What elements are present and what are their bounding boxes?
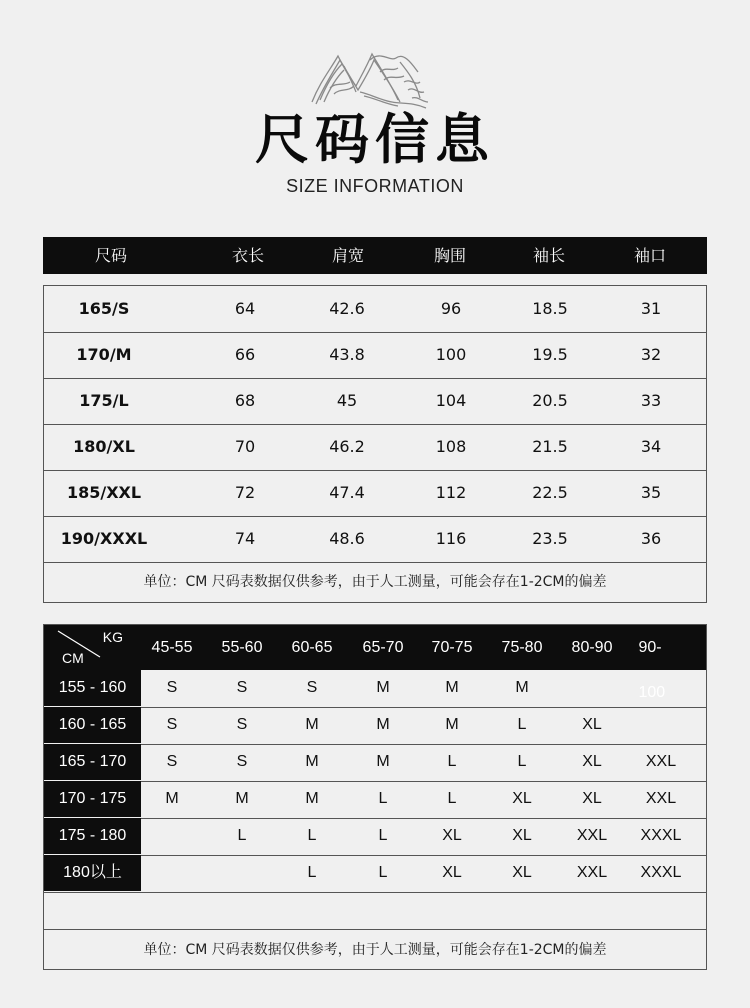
cuff-cell: 35 (640, 483, 662, 502)
size-cell: L (517, 716, 527, 733)
shoulder-cell: 46.2 (329, 437, 365, 456)
table-row (44, 516, 706, 563)
weight-header: 60-65 (291, 639, 333, 656)
page-subtitle: SIZE INFORMATION (286, 176, 464, 196)
size-cell: L (517, 753, 527, 770)
size-cell: XXL (576, 827, 608, 844)
blank-row (44, 892, 706, 930)
size-cell: M (165, 790, 179, 807)
size-cell: L (307, 864, 317, 881)
sleeve-cell: 23.5 (532, 529, 568, 548)
size-cell: XXL (576, 864, 608, 881)
size-cell: M (376, 679, 390, 696)
height-label: 180以上 (44, 855, 141, 891)
size-cell: M (376, 753, 390, 770)
shoulder-cell: 47.4 (329, 483, 365, 502)
size-cell: M (445, 716, 459, 733)
size-cell: S (166, 753, 178, 770)
height-label: 175 - 180 (44, 818, 141, 854)
cuff-cell: 34 (640, 437, 662, 456)
sleeve-cell: 21.5 (532, 437, 568, 456)
page-title: 尺码信息 (255, 108, 495, 171)
table-row (44, 781, 706, 819)
height-label: 160 - 165 (44, 707, 141, 743)
cm-label: CM (62, 650, 84, 666)
size-cell: M (376, 716, 390, 733)
size-cell: XL (442, 827, 462, 844)
header-size: 尺码 (94, 246, 128, 265)
sleeve-cell: 19.5 (532, 345, 568, 364)
size-cell: 165/S (78, 299, 130, 318)
size-cell: XL (512, 864, 532, 881)
size-cell: XL (582, 753, 602, 770)
header-sleeve: 袖长 (532, 246, 566, 265)
table-row (44, 378, 706, 425)
shoulder-cell: 43.8 (329, 345, 365, 364)
weight-header: 55-60 (221, 639, 263, 656)
size-cell: S (236, 753, 248, 770)
size-cell: L (378, 790, 388, 807)
table-row (44, 470, 706, 517)
size-cell: M (515, 679, 529, 696)
size-cell: S (306, 679, 318, 696)
diagonal-divider-icon (44, 625, 141, 670)
sleeve-cell: 20.5 (532, 391, 568, 410)
size-cell: M (305, 716, 319, 733)
size-cell: 180/XL (73, 437, 135, 456)
length-cell: 68 (234, 391, 256, 410)
weight-header: 65-70 (362, 639, 404, 656)
header-length: 衣长 (231, 246, 265, 265)
measurement-note: 单位：CM 尺码表数据仅供参考，由于人工测量，可能会存在1-2CM的偏差 (143, 574, 607, 590)
weight-header: 80-90 (571, 639, 613, 656)
size-cell: M (445, 679, 459, 696)
weight-header: 90-100 (638, 639, 666, 701)
shoulder-cell: 42.6 (329, 299, 365, 318)
size-cell: L (378, 864, 388, 881)
size-cell: L (378, 827, 388, 844)
table-row (44, 670, 706, 708)
cuff-cell: 31 (640, 299, 662, 318)
length-cell: 70 (234, 437, 256, 456)
size-cell: XXL (645, 790, 677, 807)
table-row (44, 332, 706, 379)
chest-cell: 116 (435, 529, 467, 548)
weight-header: 45-55 (151, 639, 193, 656)
weight-header: 70-75 (431, 639, 473, 656)
size-cell: XL (512, 827, 532, 844)
sleeve-cell: 22.5 (532, 483, 568, 502)
cuff-cell: 36 (640, 529, 662, 548)
weight-header: 75-80 (501, 639, 543, 656)
size-cell: M (305, 790, 319, 807)
size-table-body (43, 285, 707, 603)
size-cell: 175/L (79, 391, 129, 410)
height-label: 155 - 160 (44, 670, 141, 706)
size-cell: M (305, 753, 319, 770)
kg-label: KG (102, 629, 123, 645)
size-cell: XXXL (640, 864, 682, 881)
sleeve-cell: 18.5 (532, 299, 568, 318)
chest-cell: 112 (435, 483, 467, 502)
size-table-header (43, 237, 707, 274)
size-recommendation-table (43, 624, 707, 970)
shoulder-cell: 45 (336, 391, 358, 410)
header-chest: 胸围 (433, 246, 467, 265)
cuff-cell: 32 (640, 345, 662, 364)
size-cell: 170/M (76, 345, 132, 364)
size-cell: M (235, 790, 249, 807)
header-cuff: 袖口 (633, 246, 667, 265)
size-cell: XL (582, 790, 602, 807)
size-cell: L (307, 827, 317, 844)
size-cell: L (447, 753, 457, 770)
size-cell: XL (582, 716, 602, 733)
measurement-note: 单位：CM 尺码表数据仅供参考，由于人工测量，可能会存在1-2CM的偏差 (143, 942, 607, 958)
shoulder-cell: 48.6 (329, 529, 365, 548)
size-cell: S (236, 679, 248, 696)
chest-cell: 96 (440, 299, 462, 318)
size-cell: XXL (645, 753, 677, 770)
size-cell: S (166, 716, 178, 733)
length-cell: 64 (234, 299, 256, 318)
chest-cell: 100 (435, 345, 467, 364)
table-row (44, 744, 706, 782)
length-cell: 74 (234, 529, 256, 548)
size-cell: XL (512, 790, 532, 807)
chest-cell: 104 (435, 391, 467, 410)
size-cell: S (166, 679, 178, 696)
length-cell: 72 (234, 483, 256, 502)
table-row (44, 707, 706, 745)
size-cell: L (237, 827, 247, 844)
table-row (44, 424, 706, 471)
size-cell: 185/XXL (66, 483, 142, 502)
corner-cell (44, 625, 141, 670)
height-label: 165 - 170 (44, 744, 141, 780)
cuff-cell: 33 (640, 391, 662, 410)
length-cell: 66 (234, 345, 256, 364)
chest-cell: 108 (435, 437, 467, 456)
size-cell: L (447, 790, 457, 807)
table-row (44, 818, 706, 856)
table-row (44, 286, 706, 333)
size-cell: XL (442, 864, 462, 881)
size-cell: 190/XXXL (60, 529, 148, 548)
size-cell: S (236, 716, 248, 733)
table-row (44, 855, 706, 893)
header-shoulder: 肩宽 (331, 246, 365, 265)
size-cell: XXXL (640, 827, 682, 844)
height-label: 170 - 175 (44, 781, 141, 817)
